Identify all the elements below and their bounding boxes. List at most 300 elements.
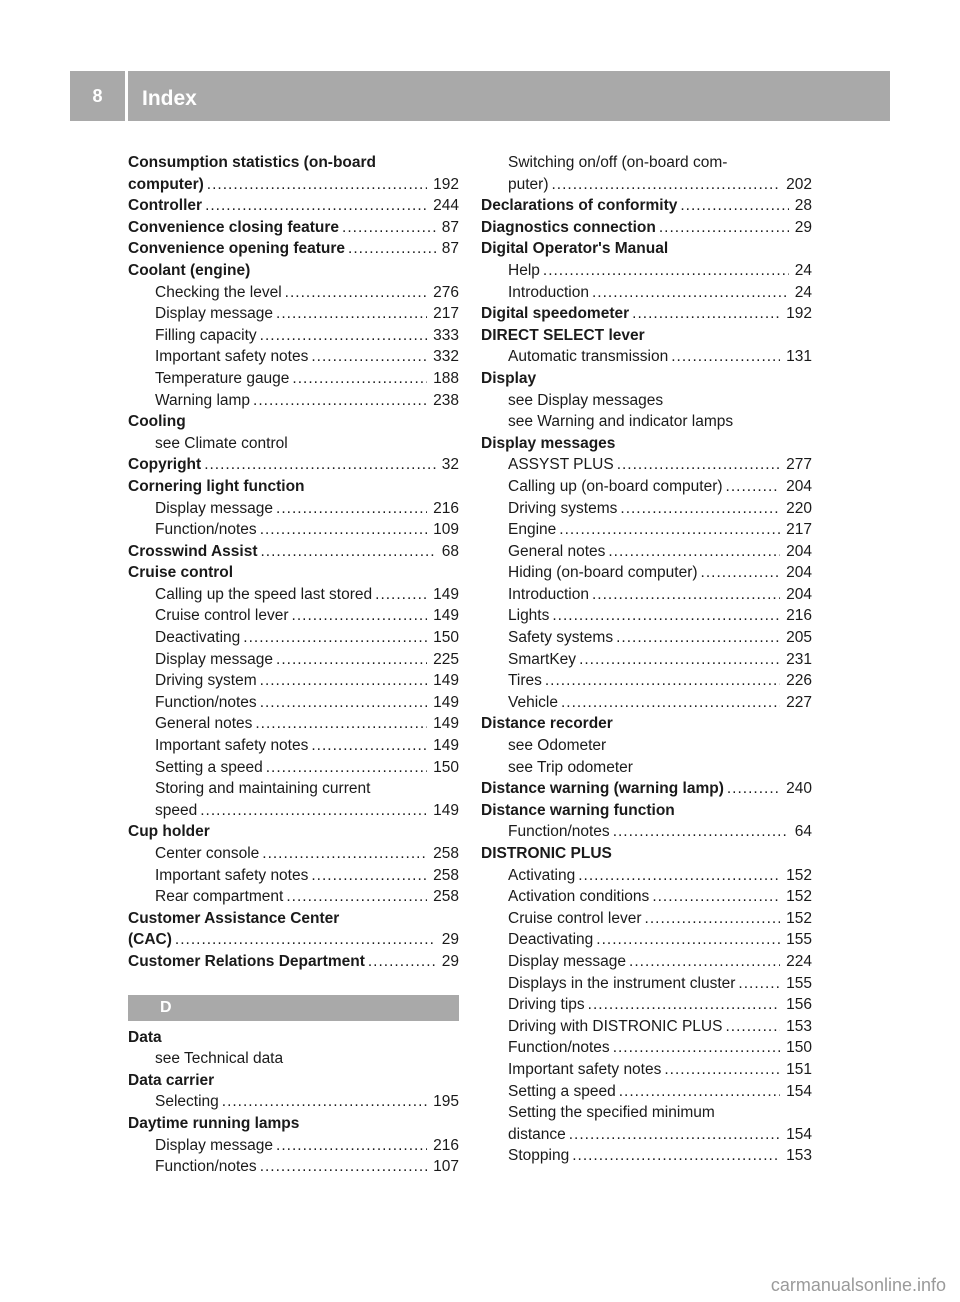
- index-subentry: [481, 757, 812, 779]
- page-number: 8: [70, 71, 125, 121]
- index-subentry[interactable]: [481, 1016, 812, 1038]
- page-reference: 227: [786, 693, 812, 711]
- leader-dots: [629, 951, 780, 973]
- index-subentry[interactable]: [128, 346, 459, 368]
- entry-text: Vehicle: [508, 693, 558, 711]
- page-reference: 150: [433, 629, 459, 647]
- entry-text: Display message: [155, 305, 274, 323]
- leader-dots: [579, 649, 780, 671]
- index-subentry[interactable]: [481, 908, 812, 930]
- entry-text: see Display messages: [508, 391, 664, 409]
- leader-dots: [726, 476, 781, 498]
- entry-text: Cruise control lever: [155, 607, 289, 625]
- page-reference: 258: [433, 845, 459, 862]
- entry-text: Convenience closing feature: [128, 218, 340, 236]
- index-entry: [481, 325, 812, 347]
- page-reference: 231: [786, 650, 812, 668]
- leader-dots: [262, 843, 427, 865]
- section-header: D: [128, 995, 459, 1021]
- index-subentry[interactable]: [481, 519, 812, 541]
- entry-text: Function/notes: [508, 1039, 610, 1057]
- entry-text: Cruise control lever: [508, 909, 642, 927]
- leader-dots: [285, 282, 427, 304]
- index-subentry[interactable]: [481, 562, 812, 584]
- page-reference: 205: [786, 629, 812, 647]
- entry-text: Filling capacity: [155, 326, 257, 344]
- index-entry: [481, 713, 812, 735]
- page-reference: 64: [794, 823, 812, 841]
- page-reference: 192: [786, 305, 812, 323]
- index-subentry[interactable]: [481, 346, 812, 368]
- index-subentry[interactable]: [128, 670, 459, 692]
- leader-dots: [260, 519, 427, 541]
- index-subentry[interactable]: [128, 282, 459, 304]
- leader-dots: [175, 929, 436, 951]
- index-subentry[interactable]: [481, 692, 812, 714]
- index-entry: [128, 1070, 459, 1092]
- leader-dots: [738, 973, 780, 995]
- entry-text: Cup holder: [128, 823, 210, 841]
- entry-text: distance: [508, 1125, 566, 1143]
- leader-dots: [342, 217, 436, 239]
- entry-text: Engine: [508, 521, 557, 539]
- entry-text: computer): [128, 175, 204, 193]
- index-subentry[interactable]: [128, 757, 459, 779]
- entry-text: Cooling: [128, 413, 186, 431]
- leader-dots: [592, 282, 789, 304]
- index-subentry[interactable]: [481, 282, 812, 304]
- leader-dots: [292, 368, 427, 390]
- leader-dots: [204, 454, 436, 476]
- leader-dots: [292, 605, 428, 627]
- page-reference: 332: [433, 348, 459, 366]
- page-reference: 155: [786, 931, 812, 949]
- page-reference: 152: [786, 888, 812, 906]
- index-entry: [128, 562, 459, 584]
- page-reference: 258: [433, 888, 459, 906]
- entry-text: speed: [155, 801, 198, 819]
- entry-text: Introduction: [508, 283, 589, 301]
- entry-text: Display messages: [481, 434, 616, 452]
- leader-dots: [311, 865, 427, 887]
- index-subentry[interactable]: [481, 649, 812, 671]
- entry-text: General notes: [155, 715, 253, 733]
- index-column-left: [128, 152, 459, 1178]
- entry-text: Digital Operator's Manual: [481, 240, 669, 258]
- index-subentry[interactable]: [481, 627, 812, 649]
- page-reference: 225: [433, 650, 459, 668]
- page-reference: 149: [433, 672, 459, 690]
- entry-text: Tires: [508, 672, 542, 690]
- index-entry: [481, 433, 812, 455]
- leader-dots: [375, 584, 427, 606]
- index-entry[interactable]: [128, 174, 459, 196]
- entry-text: Coolant (engine): [128, 261, 251, 279]
- index-entry: [481, 238, 812, 260]
- leader-dots: [276, 498, 427, 520]
- page-reference: 149: [433, 737, 459, 755]
- entry-text: Center console: [155, 845, 260, 862]
- entry-text: Rear compartment: [155, 888, 284, 906]
- entry-text: Automatic transmission: [508, 348, 669, 366]
- entry-text: Checking the level: [155, 283, 282, 301]
- index-subentry[interactable]: [481, 260, 812, 282]
- leader-dots: [619, 1081, 780, 1103]
- page-reference: 152: [786, 909, 812, 927]
- page-reference: 150: [433, 758, 459, 776]
- page-reference: 149: [433, 715, 459, 733]
- index-subentry[interactable]: [481, 821, 812, 843]
- index-subentry[interactable]: [128, 800, 459, 822]
- leader-dots: [545, 670, 780, 692]
- index-subentry[interactable]: [128, 390, 459, 412]
- page-reference: 32: [441, 456, 459, 474]
- leader-dots: [671, 346, 780, 368]
- leader-dots: [632, 303, 780, 325]
- entry-text: Declarations of conformity: [481, 197, 678, 215]
- leader-dots: [260, 325, 427, 347]
- leader-dots: [243, 627, 427, 649]
- index-subentry[interactable]: [128, 519, 459, 541]
- page-reference: 149: [433, 585, 459, 603]
- page-reference: 202: [786, 175, 812, 193]
- index-entry[interactable]: [481, 303, 812, 325]
- index-subentry[interactable]: [481, 1145, 812, 1167]
- entry-text: Calling up the speed last stored: [155, 585, 373, 603]
- index-subentry[interactable]: [128, 303, 459, 325]
- leader-dots: [659, 217, 789, 239]
- entry-text: see Warning and indicator lamps: [508, 413, 734, 431]
- entry-text: DIRECT SELECT lever: [481, 326, 645, 344]
- index-entry: [128, 152, 459, 174]
- index-subentry[interactable]: [128, 692, 459, 714]
- leader-dots: [608, 541, 780, 563]
- leader-dots: [680, 195, 788, 217]
- index-entry[interactable]: [128, 217, 459, 239]
- page-reference: 217: [786, 521, 812, 539]
- page-reference: 244: [433, 197, 459, 215]
- page-reference: 192: [433, 175, 459, 193]
- leader-dots: [260, 1156, 427, 1178]
- entry-text: Driving system: [155, 672, 257, 690]
- leader-dots: [613, 821, 789, 843]
- page-reference: 154: [786, 1082, 812, 1100]
- entry-text: Help: [508, 261, 540, 279]
- index-entry[interactable]: [128, 929, 459, 951]
- leader-dots: [561, 692, 780, 714]
- leader-dots: [266, 757, 427, 779]
- index-subentry[interactable]: [481, 454, 812, 476]
- leader-dots: [552, 605, 780, 627]
- leader-dots: [260, 670, 427, 692]
- page-reference: 204: [786, 585, 812, 603]
- entry-text: Switching on/off (on-board com-: [508, 154, 728, 171]
- index-subentry[interactable]: [128, 584, 459, 606]
- leader-dots: [645, 908, 781, 930]
- index-subentry[interactable]: [481, 670, 812, 692]
- page-reference: 220: [786, 499, 812, 517]
- leader-dots: [200, 800, 427, 822]
- page-reference: 226: [786, 672, 812, 690]
- entry-text: Function/notes: [155, 521, 257, 539]
- leader-dots: [596, 929, 780, 951]
- leader-dots: [260, 692, 427, 714]
- entry-text: see Technical data: [155, 1050, 284, 1068]
- index-subentry[interactable]: [481, 476, 812, 498]
- entry-text: Customer Assistance Center: [128, 909, 340, 927]
- index-subentry[interactable]: [481, 994, 812, 1016]
- leader-dots: [222, 1091, 427, 1113]
- entry-text: Display message: [155, 499, 274, 517]
- page-reference: 24: [794, 283, 812, 301]
- entry-text: (CAC): [128, 931, 172, 949]
- index-entry: [481, 800, 812, 822]
- entry-text: Data: [128, 1028, 162, 1046]
- entry-text: Deactivating: [508, 931, 594, 949]
- index-entry: [128, 411, 459, 433]
- leader-dots: [592, 584, 780, 606]
- entry-text: see Trip odometer: [508, 758, 633, 776]
- index-subentry[interactable]: [128, 605, 459, 627]
- index-entry: [128, 1113, 459, 1135]
- index-subentry[interactable]: [481, 174, 812, 196]
- entry-text: Introduction: [508, 585, 589, 603]
- index-entry[interactable]: [128, 195, 459, 217]
- leader-dots: [572, 1145, 780, 1167]
- index-subentry: [481, 1102, 812, 1124]
- page-reference: 109: [433, 521, 459, 539]
- entry-text: Data carrier: [128, 1071, 215, 1089]
- leader-dots: [578, 865, 780, 887]
- index-subentry: [128, 433, 459, 455]
- page-reference: 151: [786, 1060, 812, 1078]
- leader-dots: [368, 951, 436, 973]
- index-entry: [128, 1027, 459, 1049]
- entry-text: Display message: [155, 650, 274, 668]
- index-entry[interactable]: [128, 541, 459, 563]
- page-reference: 277: [786, 456, 812, 474]
- entry-text: Important safety notes: [508, 1060, 662, 1078]
- entry-text: General notes: [508, 542, 606, 560]
- index-column-right: [481, 152, 812, 1167]
- index-subentry[interactable]: [128, 627, 459, 649]
- index-subentry[interactable]: [481, 929, 812, 951]
- page-reference: 29: [441, 952, 459, 970]
- index-entry[interactable]: [128, 454, 459, 476]
- index-subentry: [481, 411, 812, 433]
- page-reference: 153: [786, 1017, 812, 1035]
- entry-text: Driving systems: [508, 499, 618, 517]
- index-subentry[interactable]: [481, 498, 812, 520]
- page-reference: 156: [786, 996, 812, 1014]
- index-entry[interactable]: [481, 217, 812, 239]
- leader-dots: [552, 174, 781, 196]
- index-subentry[interactable]: [128, 1156, 459, 1178]
- index-subentry[interactable]: [481, 886, 812, 908]
- entry-text: puter): [508, 175, 549, 193]
- entry-text: Diagnostics connection: [481, 218, 656, 236]
- index-subentry[interactable]: [128, 368, 459, 390]
- page-reference: 29: [441, 931, 459, 949]
- leader-dots: [701, 562, 781, 584]
- entry-text: Consumption statistics (on-board: [128, 154, 376, 171]
- page-reference: 276: [433, 283, 459, 301]
- page-reference: 28: [794, 197, 812, 215]
- page-reference: 29: [794, 218, 812, 236]
- leader-dots: [613, 1037, 780, 1059]
- page-reference: 204: [786, 542, 812, 560]
- index-entry: [481, 843, 812, 865]
- index-subentry[interactable]: [481, 1124, 812, 1146]
- index-entry[interactable]: [481, 195, 812, 217]
- page-reference: 188: [433, 369, 459, 387]
- entry-text: Display message: [508, 952, 627, 970]
- entry-text: Setting the specified minimum: [508, 1104, 715, 1122]
- page-reference: 87: [441, 240, 459, 258]
- page-reference: 150: [786, 1039, 812, 1057]
- page-reference: 216: [433, 499, 459, 517]
- index-subentry: [128, 778, 459, 800]
- page-reference: 149: [433, 607, 459, 625]
- header-divider: [125, 71, 128, 121]
- page-reference: 216: [433, 1136, 459, 1154]
- index-entry: [128, 821, 459, 843]
- leader-dots: [617, 454, 780, 476]
- entry-text: Controller: [128, 197, 203, 215]
- page-reference: 258: [433, 866, 459, 884]
- leader-dots: [276, 649, 427, 671]
- entry-text: Convenience opening feature: [128, 240, 346, 258]
- index-subentry[interactable]: [481, 1059, 812, 1081]
- entry-text: Temperature gauge: [155, 369, 290, 387]
- index-subentry[interactable]: [128, 735, 459, 757]
- index-subentry[interactable]: [481, 865, 812, 887]
- entry-text: ASSYST PLUS: [508, 456, 614, 474]
- index-subentry[interactable]: [481, 605, 812, 627]
- index-subentry[interactable]: [128, 325, 459, 347]
- index-subentry[interactable]: [481, 1081, 812, 1103]
- entry-text: Distance warning function: [481, 801, 675, 819]
- index-subentry[interactable]: [128, 1091, 459, 1113]
- page-reference: 24: [794, 261, 812, 279]
- index-entry[interactable]: [481, 778, 812, 800]
- entry-text: Important safety notes: [155, 737, 309, 755]
- entry-text: Safety systems: [508, 629, 614, 647]
- entry-text: Daytime running lamps: [128, 1114, 300, 1132]
- index-subentry: [481, 390, 812, 412]
- entry-text: Lights: [508, 607, 550, 625]
- entry-text: Deactivating: [155, 629, 241, 647]
- leader-dots: [255, 713, 427, 735]
- page-reference: 333: [433, 326, 459, 344]
- entry-text: Digital speedometer: [481, 305, 630, 323]
- entry-text: Function/notes: [508, 823, 610, 841]
- entry-text: Copyright: [128, 456, 202, 474]
- entry-text: Activating: [508, 866, 576, 884]
- leader-dots: [276, 1135, 427, 1157]
- leader-dots: [620, 498, 780, 520]
- index-subentry[interactable]: [481, 951, 812, 973]
- entry-text: SmartKey: [508, 650, 577, 668]
- leader-dots: [543, 260, 789, 282]
- leader-dots: [286, 886, 427, 908]
- index-subentry: [481, 152, 812, 174]
- index-subentry[interactable]: [481, 973, 812, 995]
- index-subentry: [128, 1048, 459, 1070]
- page-reference: 131: [786, 348, 812, 366]
- entry-text: Setting a speed: [508, 1082, 616, 1100]
- index-subentry[interactable]: [128, 886, 459, 908]
- page-reference: 204: [786, 564, 812, 582]
- page-reference: 68: [441, 542, 459, 560]
- index-subentry[interactable]: [481, 541, 812, 563]
- page-reference: 155: [786, 974, 812, 992]
- entry-text: Display message: [155, 1136, 274, 1154]
- index-subentry[interactable]: [128, 1135, 459, 1157]
- leader-dots: [253, 390, 427, 412]
- entry-text: Calling up (on-board computer): [508, 477, 723, 495]
- leader-dots: [205, 195, 427, 217]
- leader-dots: [559, 519, 780, 541]
- index-entry: [481, 368, 812, 390]
- entry-text: Customer Relations Department: [128, 952, 365, 970]
- leader-dots: [616, 627, 780, 649]
- entry-text: Storing and maintaining current: [155, 780, 371, 798]
- page-reference: 87: [441, 218, 459, 236]
- index-subentry[interactable]: [128, 713, 459, 735]
- page-reference: 240: [786, 780, 812, 798]
- entry-text: see Climate control: [155, 434, 288, 452]
- index-entry[interactable]: [128, 238, 459, 260]
- index-entry: [128, 476, 459, 498]
- index-entry: [128, 908, 459, 930]
- entry-text: Distance recorder: [481, 715, 613, 733]
- leader-dots: [348, 238, 436, 260]
- entry-text: Distance warning (warning lamp): [481, 780, 724, 798]
- page-reference: 149: [433, 693, 459, 711]
- page-reference: 216: [786, 607, 812, 625]
- leader-dots: [664, 1059, 780, 1081]
- leader-dots: [311, 346, 427, 368]
- index-subentry[interactable]: [128, 865, 459, 887]
- page-reference: 152: [786, 866, 812, 884]
- entry-text: Important safety notes: [155, 866, 309, 884]
- entry-text: DISTRONIC PLUS: [481, 845, 612, 862]
- leader-dots: [727, 778, 780, 800]
- leader-dots: [311, 735, 427, 757]
- page-title: Index: [142, 87, 197, 110]
- index-subentry[interactable]: [128, 843, 459, 865]
- watermark: carmanualsonline.info: [770, 1275, 946, 1295]
- entry-text: see Odometer: [508, 737, 607, 755]
- page-reference: 149: [433, 801, 459, 819]
- page-reference: 195: [433, 1093, 459, 1111]
- index-subentry: [481, 735, 812, 757]
- entry-text: Hiding (on-board computer): [508, 564, 698, 582]
- index-subentry[interactable]: [481, 1037, 812, 1059]
- index-entry[interactable]: [128, 951, 459, 973]
- leader-dots: [276, 303, 427, 325]
- entry-text: Crosswind Assist: [128, 542, 258, 560]
- leader-dots: [207, 174, 427, 196]
- leader-dots: [588, 994, 780, 1016]
- entry-text: Stopping: [508, 1147, 570, 1165]
- index-subentry[interactable]: [128, 649, 459, 671]
- index-subentry[interactable]: [481, 584, 812, 606]
- index-subentry[interactable]: [128, 498, 459, 520]
- index-entry: [128, 260, 459, 282]
- page-reference: 217: [433, 305, 459, 323]
